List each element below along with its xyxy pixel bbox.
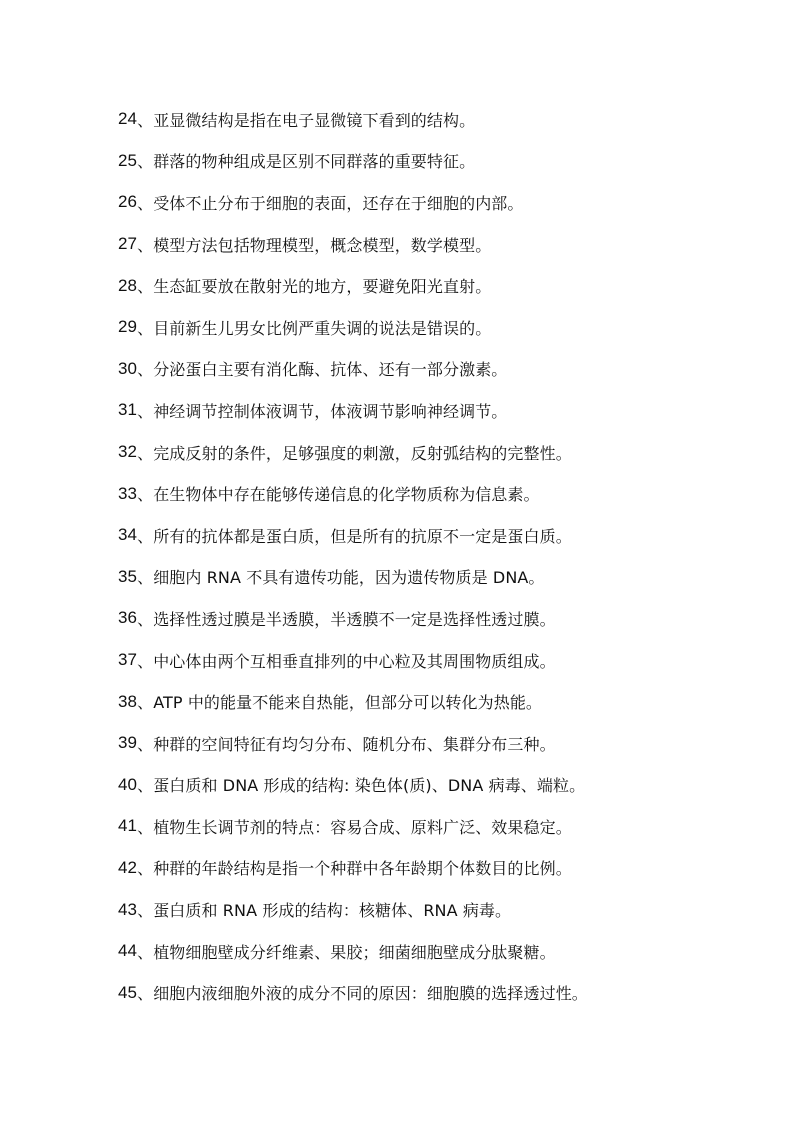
item-number: 25: [118, 150, 138, 170]
item-text: 、模型方法包括物理模型，概念模型，数学模型。: [137, 235, 492, 255]
item-text: 、完成反射的条件，足够强度的刺激，反射弧结构的完整性。: [137, 443, 572, 463]
item-number: 29: [118, 317, 138, 337]
list-item: [118, 849, 738, 891]
list-item: [118, 599, 738, 641]
list-item: [118, 516, 738, 558]
list-item: [118, 100, 738, 142]
list-item: [118, 308, 738, 350]
list-item: [118, 641, 738, 683]
item-number: 32: [118, 442, 138, 462]
item-text: 、选择性透过膜是半透膜，半透膜不一定是选择性透过膜。: [137, 609, 556, 629]
list-item: [118, 766, 738, 808]
list-item: [118, 474, 738, 516]
item-number: 31: [118, 400, 138, 420]
item-text: 、亚显微结构是指在电子显微镜下看到的结构。: [137, 110, 476, 130]
item-text: 、神经调节控制体液调节，体液调节影响神经调节。: [137, 401, 508, 421]
item-number: 33: [118, 483, 138, 503]
item-number: 34: [118, 525, 138, 545]
item-text: 、ATP 中的能量不能来自热能，但部分可以转化为热能。: [137, 693, 543, 713]
item-text: 、蛋白质和 DNA 形成的结构: 染色体(质)、DNA 病毒、端粒。: [137, 776, 586, 796]
item-number: 38: [118, 691, 138, 711]
list-item: [118, 350, 738, 392]
list-item: [118, 807, 738, 849]
item-number: 45: [118, 982, 138, 1002]
list-item: [118, 225, 738, 267]
item-text: 、目前新生儿男女比例严重失调的说法是错误的。: [137, 318, 492, 338]
item-text: 、植物生长调节剂的特点：容易合成、原料广泛、效果稳定。: [137, 817, 572, 837]
item-number: 42: [118, 857, 138, 877]
item-number: 28: [118, 275, 138, 295]
list-item: [118, 973, 738, 1015]
list-item: [118, 183, 738, 225]
item-number: 40: [118, 774, 138, 794]
item-text: 、分泌蛋白主要有消化酶、抗体、还有一部分激素。: [137, 360, 508, 380]
item-text: 、植物细胞壁成分纤维素、果胶；细菌细胞壁成分肽聚糖。: [137, 942, 556, 962]
list-item: [118, 682, 738, 724]
item-text: 、所有的抗体都是蛋白质，但是所有的抗原不一定是蛋白质。: [137, 526, 572, 546]
item-number: 39: [118, 733, 138, 753]
item-text: 、生态缸要放在散射光的地方，要避免阳光直射。: [137, 277, 492, 297]
list-item: [118, 142, 738, 184]
statement-list: [118, 100, 738, 1015]
item-number: 36: [118, 608, 138, 628]
list-item: [118, 433, 738, 475]
item-text: 、群落的物种组成是区别不同群落的重要特征。: [137, 152, 476, 172]
item-text: 、受体不止分布于细胞的表面，还存在于细胞的内部。: [137, 193, 524, 213]
item-number: 44: [118, 941, 138, 961]
item-number: 24: [118, 109, 138, 129]
item-text: 、中心体由两个互相垂直排列的中心粒及其周围物质组成。: [137, 651, 556, 671]
item-text: 、在生物体中存在能够传递信息的化学物质称为信息素。: [137, 485, 540, 505]
list-item: [118, 890, 738, 932]
item-number: 26: [118, 192, 138, 212]
item-text: 、种群的年龄结构是指一个种群中各年龄期个体数目的比例。: [137, 859, 572, 879]
item-number: 30: [118, 358, 138, 378]
list-item: [118, 724, 738, 766]
list-item: [118, 558, 738, 600]
item-number: 43: [118, 899, 138, 919]
list-item: [118, 932, 738, 974]
item-text: 、细胞内液细胞外液的成分不同的原因：细胞膜的选择透过性。: [137, 984, 588, 1004]
item-number: 27: [118, 234, 138, 254]
item-text: 、蛋白质和 RNA 形成的结构：核糖体、RNA 病毒。: [137, 901, 512, 921]
list-item: [118, 266, 738, 308]
item-number: 37: [118, 650, 138, 670]
list-item: [118, 391, 738, 433]
item-number: 35: [118, 566, 138, 586]
item-text: 、种群的空间特征有均匀分布、随机分布、集群分布三种。: [137, 734, 556, 754]
item-number: 41: [118, 816, 138, 836]
item-text: 、细胞内 RNA 不具有遗传功能，因为遗传物质是 DNA。: [137, 568, 545, 588]
